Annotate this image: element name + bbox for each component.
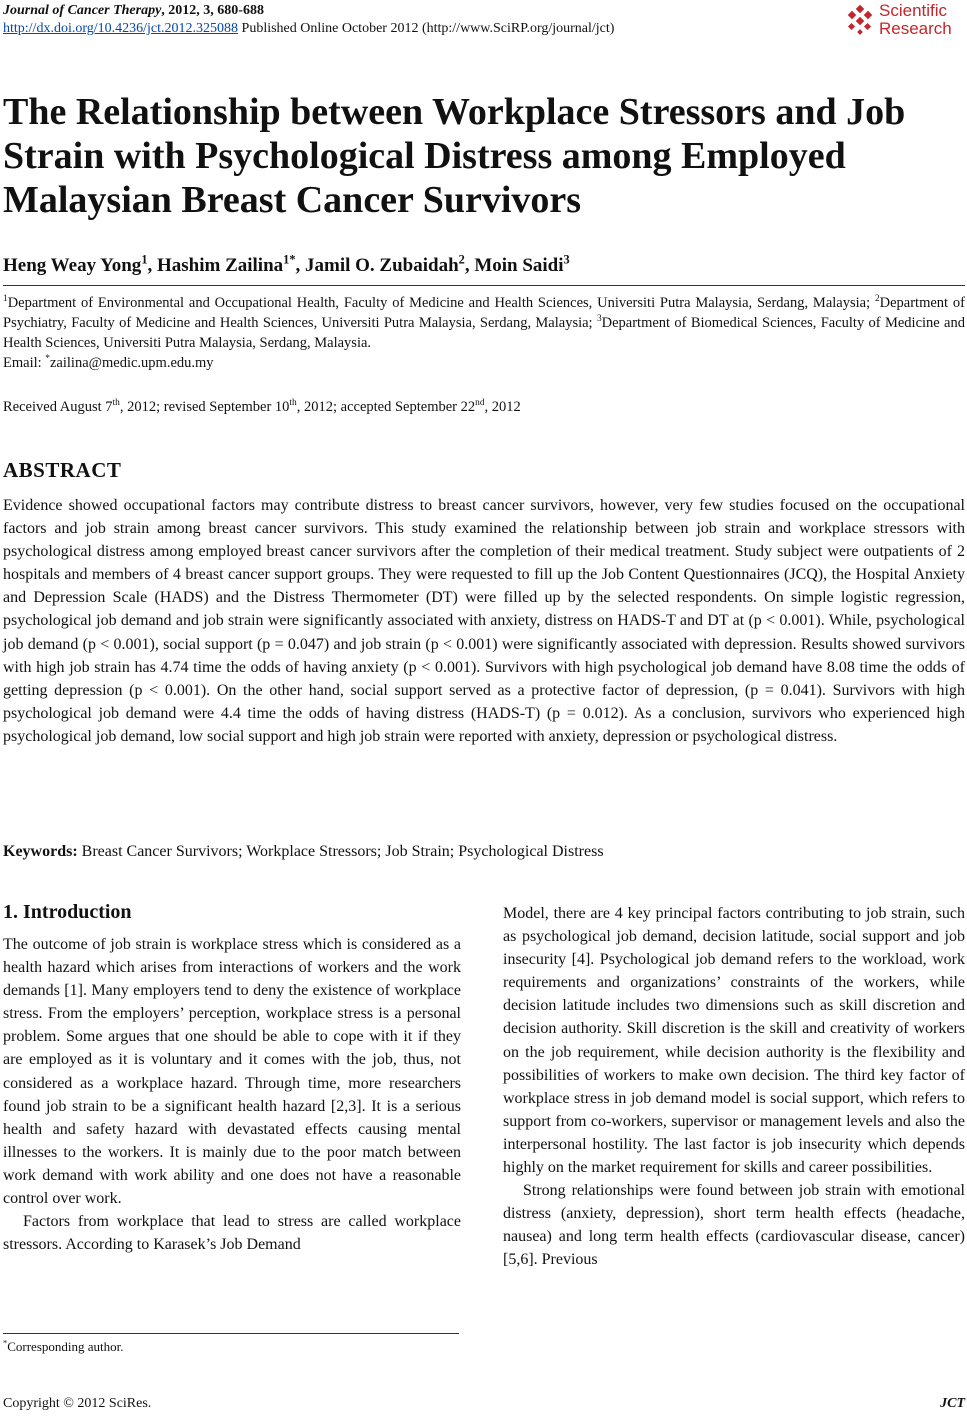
abstract-body: Evidence showed occupational factors may contribute distress to breast cancer survivors, however, very few studies focused on the occupational factors and job strain among breast cancer survivors. This study examined the relationship between job strain and workplace stressors with psychological distress among employed breast cancer survivors after the completion of their medical treatment. Study subject were outpatients of 2 hospitals and members of 4 breast cancer support groups. They were requested to fill up the Job Content Questionnaires (JCQ), the Hospital Anxiety and Depression Scale (HADS) and the Distress Thermometer (DT) were filled up by the selected respondents. On simple logistic regression, psychological job demand and job strain were significantly associated with anxiety, distress on HADS-T and DT at (p < 0.001). While, psychological job demand (p < 0.001), social support (p = 0.047) and job strain (p < 0.001) were significantly associated with depression. Results showed survivors with high job strain has 4.74 time the odds of having anxiety (p < 0.001). Survivors with high psychological job demand have 8.08 time the odds of getting depression (p < 0.001). On the other hand, social support served as a protective factor of depression, (p = 0.041). Survivors with high psychological job demand were 4.4 time the odds of having distress (HADS-T) (p = 0.012). As a conclusion, survivors who experienced high psychological job demand, low social support and high job strain were reported with anxiety, depression or psychological distress.	[3, 497, 965, 745]
email-address[interactable]: zailina@medic.upm.edu.my	[50, 355, 214, 371]
page-footer	[3, 1396, 965, 1412]
ordinal-sup: nd	[475, 398, 485, 409]
logo-line1: Scientific	[879, 1, 948, 20]
author-name: Heng Weay Yong	[3, 255, 142, 276]
footnote-divider	[3, 1333, 459, 1334]
scientific-research-logo-icon	[843, 4, 879, 40]
affil-3: Department of Biomedical Sciences, Faculty of Medicine and Health Sciences, Universiti Putra Malaysia, Serdang, Malaysia.	[3, 315, 965, 351]
author-name: Hashim Zailina	[156, 255, 284, 276]
doi-link[interactable]: http://dx.doi.org/10.4236/jct.2012.325088	[3, 21, 239, 36]
affil-sup: 2	[874, 294, 880, 305]
accepted-text: , 2012; accepted September 22	[296, 399, 476, 415]
keywords	[3, 843, 604, 861]
logo-text	[879, 2, 952, 38]
affil-2: Department of Psychiatry, Faculty of Medicine and Health Sciences, Universiti Putra Malaysia, Serdang, Malaysia;	[3, 295, 965, 331]
footnote	[3, 1339, 123, 1355]
paragraph: Factors from workplace that lead to stress are called workplace stressors. According to Karasek’s Job Demand	[3, 1213, 461, 1254]
affil-sup: 3	[596, 314, 602, 325]
left-column	[3, 900, 461, 1256]
keywords-label: Keywords:	[3, 843, 78, 860]
publisher-logo	[843, 2, 963, 40]
keywords-list: Breast Cancer Survivors; Workplace Stressors; Job Strain; Psychological Distress	[77, 843, 604, 860]
logo-line2: Research	[879, 19, 952, 38]
affiliations	[3, 293, 965, 373]
ordinal-sup: th	[112, 398, 120, 409]
copyright: Copyright © 2012 SciRes.	[3, 1396, 152, 1411]
footnote-text: Corresponding author.	[7, 1339, 124, 1354]
author-sep: ,	[464, 255, 475, 276]
journal-name: Journal of Cancer Therapy	[3, 3, 162, 18]
footnote-sup: *	[3, 1337, 8, 1348]
author-divider	[3, 285, 965, 286]
received-dates	[3, 399, 521, 416]
author-sup: 2	[458, 252, 465, 267]
year-text: , 2012	[484, 399, 521, 415]
affil-1: Department of Environmental and Occupational Health, Faculty of Medicine and Health Sciences, Universiti Putra Malaysia, Serdang, Malaysia;	[7, 295, 875, 311]
doi-line	[3, 20, 614, 38]
paragraph: Strong relationships were found between job strain with emotional distress (anxiety, depression), short term health effects (headache, nausea) and long term health effects (cardiovascular disease, cancer) [5,6]. Previous	[503, 1182, 965, 1269]
email-sup: *	[45, 354, 50, 365]
email-label: Email:	[3, 355, 46, 371]
published-text: Published Online October 2012 (http://www.SciRP.org/journal/jct)	[238, 21, 615, 36]
author-sup: 1*	[283, 252, 296, 267]
journal-info: , 2012, 3, 680-688	[161, 3, 264, 18]
journal-abbrev: JCT	[940, 1396, 965, 1411]
paper-title: The Relationship between Workplace Stressors and Job Strain with Psychological Distress among Employed Malaysian Breast Cancer Survivors	[3, 91, 906, 221]
journal-citation	[3, 2, 614, 20]
author-sup: 1	[141, 252, 148, 267]
right-column	[503, 902, 965, 1272]
affil-sup: 1	[3, 294, 8, 305]
running-header	[3, 2, 614, 38]
author-sup: 3	[563, 252, 570, 267]
author-name: Jamil O. Zubaidah	[305, 255, 459, 276]
paragraph: Model, there are 4 key principal factors contributing to job strain, such as psychological job demand, decision latitude, social support and job insecurity [4]. Psychological job demand refers to the workload, work requirements and organizations’ constraints of the workers, while decision latitude includes two dimensions such as skill discretion and decision authority. Skill discretion is the skill and creativity of workers on the job requirement, while decision authority is the flexibility and possibilities of workers to make own decision. The third key factor of workplace stress in job demand model is social support, which refers to support from co-workers, supervisor or management levels and also the interpersonal hostility. The last factor is job insecurity which depends highly on the market requirement for skills and career possibilities.	[503, 905, 965, 1177]
abstract-heading: ABSTRACT	[3, 458, 122, 482]
author-list	[3, 252, 570, 277]
author-sep: ,	[147, 255, 157, 276]
section-heading: 1. Introduction	[3, 901, 132, 923]
paragraph: The outcome of job strain is workplace stress which is considered as a health hazard which arises from interactions of workers and the work demands [1]. Many employers tend to deny the existence of workplace stress. From the employers’ perception, workplace stress is a personal problem. Some argues that one should be able to cope with it if they are employed as it is voluntary and it comes with the job, thus, not considered as a workplace hazard. Through time, more researchers found job strain to be a significant health hazard [2,3]. It is a serious health and safety hazard with devastated effects causing mental illnesses to the workers. It is mainly due to the poor match between work demand with work ability and one does not have a reasonable control over work.	[3, 936, 461, 1208]
revised-text: , 2012; revised September 10	[119, 399, 290, 415]
ordinal-sup: th	[289, 398, 297, 409]
author-sep: ,	[295, 255, 305, 276]
author-name: Moin Saidi	[474, 255, 564, 276]
received-text: Received August 7	[3, 399, 113, 415]
